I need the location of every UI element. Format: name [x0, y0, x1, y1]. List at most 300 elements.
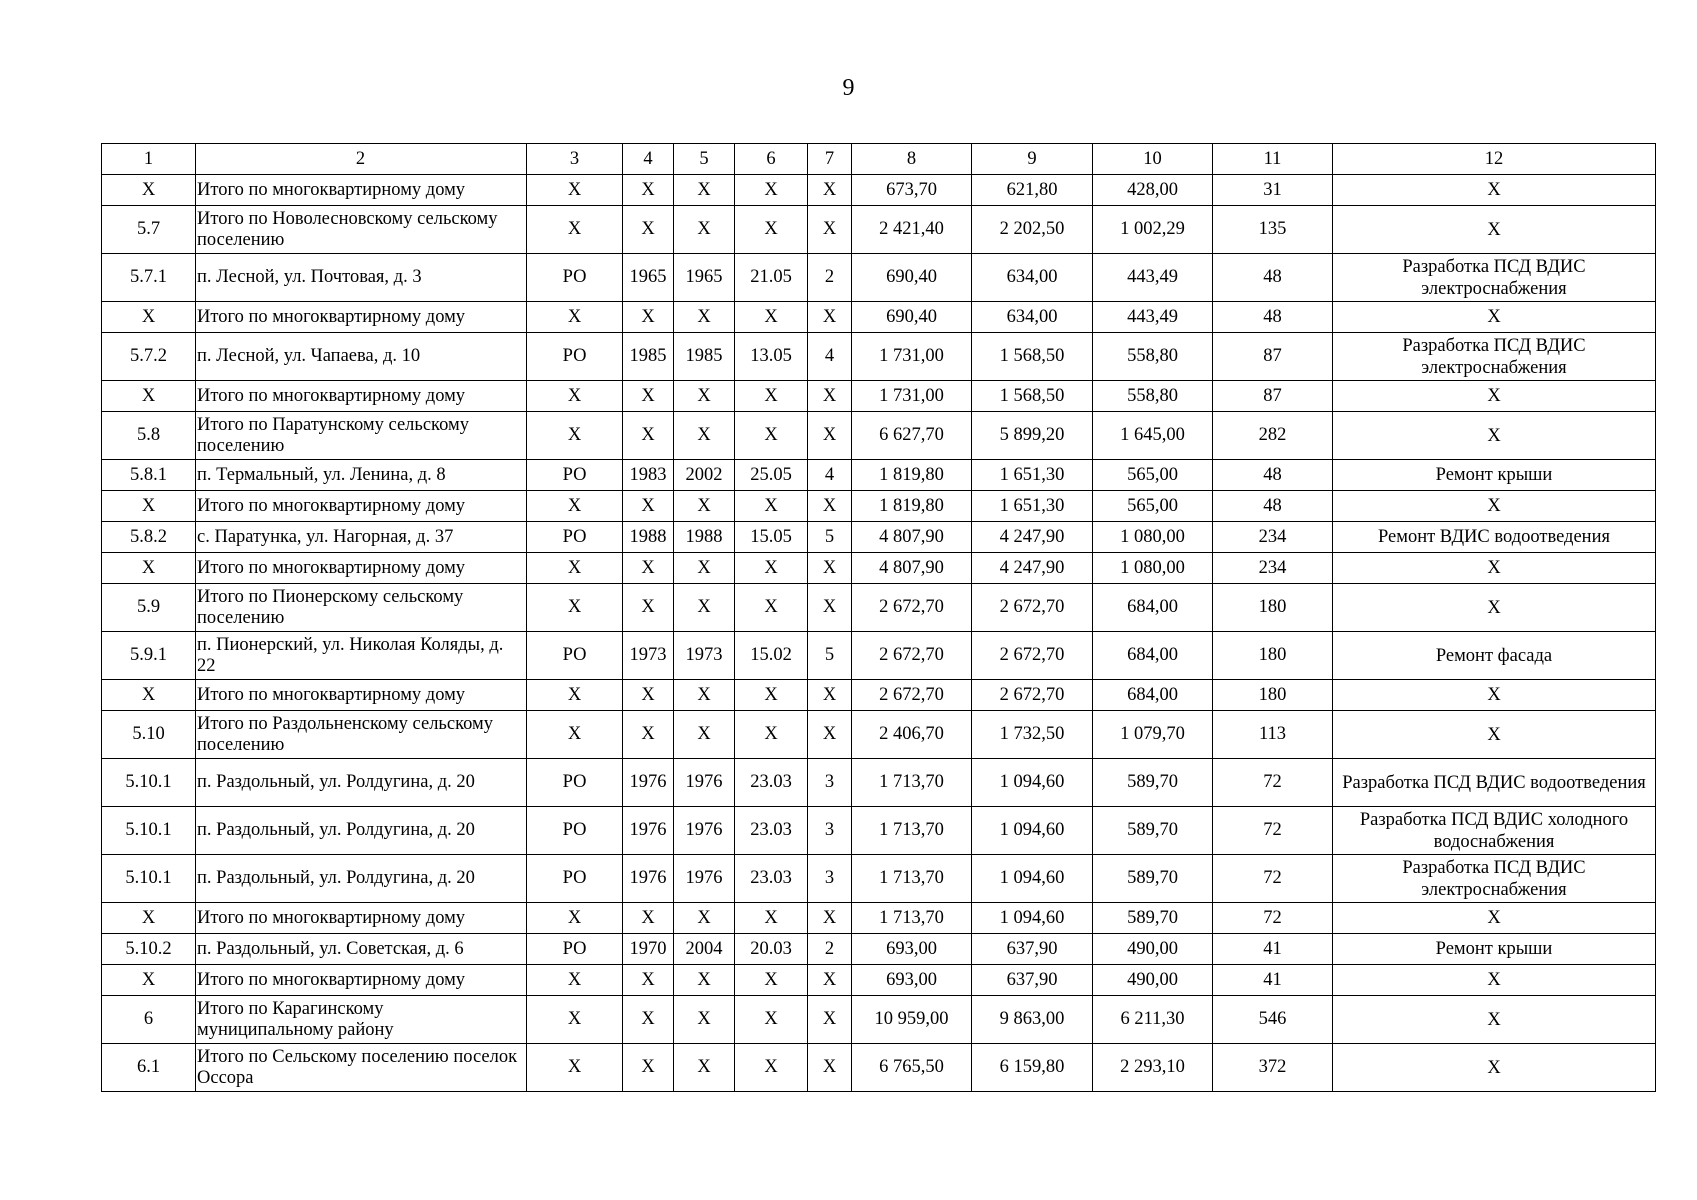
table-row	[102, 206, 1656, 254]
table-cell: п. Раздольный, ул. Ролдугина, д. 20	[196, 807, 527, 855]
table-cell: 2 202,50	[972, 206, 1093, 254]
table-cell: 5.10.1	[102, 855, 196, 903]
table-cell: Итого по Пионерскому сельскому поселению	[196, 584, 527, 632]
table-cell: Х	[808, 206, 852, 254]
table-cell: 72	[1213, 903, 1333, 934]
table-cell: 1973	[623, 632, 674, 680]
table-cell: Х	[674, 584, 735, 632]
table-cell: 180	[1213, 680, 1333, 711]
table-row	[102, 522, 1656, 553]
table-cell: 1 645,00	[1093, 412, 1213, 460]
table-cell: Х	[102, 302, 196, 333]
table-cell: 23.03	[735, 807, 808, 855]
table-row	[102, 254, 1656, 302]
table-cell: 443,49	[1093, 254, 1213, 302]
table-cell: 48	[1213, 460, 1333, 491]
table-cell: 673,70	[852, 175, 972, 206]
table-cell: 135	[1213, 206, 1333, 254]
table-cell: 87	[1213, 381, 1333, 412]
table-cell: Х	[735, 206, 808, 254]
table-cell: Х	[623, 381, 674, 412]
table-cell: Х	[527, 175, 623, 206]
table-cell: 180	[1213, 584, 1333, 632]
table-cell: 634,00	[972, 302, 1093, 333]
table-cell: Итого по многоквартирному дому	[196, 302, 527, 333]
table-cell: 5.8.2	[102, 522, 196, 553]
table-row	[102, 175, 1656, 206]
table-row	[102, 680, 1656, 711]
table-cell: 2 672,70	[852, 680, 972, 711]
table-row	[102, 553, 1656, 584]
table-cell: Х	[808, 584, 852, 632]
table-cell: Х	[735, 302, 808, 333]
table-cell: Х	[623, 302, 674, 333]
table-cell: Х	[674, 996, 735, 1044]
table-cell: Х	[674, 206, 735, 254]
header-cell: 11	[1213, 144, 1333, 175]
table-cell: 1988	[623, 522, 674, 553]
table-cell: Х	[527, 412, 623, 460]
table-cell: Х	[674, 1044, 735, 1092]
table-cell: Х	[808, 381, 852, 412]
table-cell: 5.7.2	[102, 333, 196, 381]
table-cell: РО	[527, 632, 623, 680]
table-cell: Х	[735, 996, 808, 1044]
table-cell: Х	[623, 491, 674, 522]
table-cell: Х	[1333, 996, 1656, 1044]
table-row	[102, 460, 1656, 491]
table-row	[102, 807, 1656, 855]
table-cell: Х	[808, 553, 852, 584]
table-cell: Х	[102, 553, 196, 584]
table-cell: 1 732,50	[972, 711, 1093, 759]
table-cell: 684,00	[1093, 680, 1213, 711]
table-cell: 5.10.1	[102, 807, 196, 855]
data-table	[101, 143, 1656, 1092]
table-cell: 2002	[674, 460, 735, 491]
table-cell: Х	[527, 903, 623, 934]
table-cell: Х	[735, 680, 808, 711]
table-cell: Х	[1333, 711, 1656, 759]
table-row	[102, 584, 1656, 632]
table-cell: Х	[674, 680, 735, 711]
table-cell: Разработка ПСД ВДИС водоотведения	[1333, 759, 1656, 807]
page-number: 9	[842, 75, 855, 101]
table-cell: 490,00	[1093, 934, 1213, 965]
table-cell: Итого по Карагинскому муниципальному району	[196, 996, 527, 1044]
table-cell: 5 899,20	[972, 412, 1093, 460]
table-cell: Х	[735, 381, 808, 412]
table-cell: Х	[102, 175, 196, 206]
table-cell: 5	[808, 632, 852, 680]
table-cell: 5.7	[102, 206, 196, 254]
table-cell: 21.05	[735, 254, 808, 302]
table-row	[102, 996, 1656, 1044]
table-cell: с. Паратунка, ул. Нагорная, д. 37	[196, 522, 527, 553]
table-cell: 1 568,50	[972, 381, 1093, 412]
table-cell: 1973	[674, 632, 735, 680]
table-cell: 589,70	[1093, 855, 1213, 903]
table-cell: 1 819,80	[852, 491, 972, 522]
table-cell: 490,00	[1093, 965, 1213, 996]
table-cell: Х	[735, 711, 808, 759]
table-cell: 2	[808, 934, 852, 965]
table-row	[102, 1044, 1656, 1092]
table-cell: 5.8.1	[102, 460, 196, 491]
table-cell: Х	[735, 1044, 808, 1092]
table-cell: 1 080,00	[1093, 522, 1213, 553]
table-cell: Итого по Раздольненскому сельскому поселению	[196, 711, 527, 759]
table-cell: Х	[527, 996, 623, 1044]
table-cell: Х	[808, 965, 852, 996]
table-cell: 5.10.2	[102, 934, 196, 965]
table-cell: Х	[527, 302, 623, 333]
table-cell: Х	[674, 412, 735, 460]
table-cell: 589,70	[1093, 759, 1213, 807]
table-cell: Х	[102, 903, 196, 934]
table-cell: 10 959,00	[852, 996, 972, 1044]
table-cell: 2 293,10	[1093, 1044, 1213, 1092]
table-cell: Х	[1333, 175, 1656, 206]
table-cell: 1 094,60	[972, 807, 1093, 855]
table-cell: Х	[735, 491, 808, 522]
table-cell: Х	[623, 965, 674, 996]
table-cell: Разработка ПСД ВДИС электроснабжения	[1333, 855, 1656, 903]
table-cell: РО	[527, 254, 623, 302]
table-cell: 637,90	[972, 934, 1093, 965]
table-cell: 443,49	[1093, 302, 1213, 333]
table-cell: Итого по многоквартирному дому	[196, 903, 527, 934]
table-row	[102, 632, 1656, 680]
table-cell: Х	[527, 206, 623, 254]
table-cell: 15.02	[735, 632, 808, 680]
header-cell: 3	[527, 144, 623, 175]
table-cell: 234	[1213, 553, 1333, 584]
table-cell: Х	[527, 491, 623, 522]
table-cell: 5.10.1	[102, 759, 196, 807]
table-cell: 1 094,60	[972, 759, 1093, 807]
table-cell: Разработка ПСД ВДИС электроснабжения	[1333, 254, 1656, 302]
table-cell: 1965	[674, 254, 735, 302]
header-cell: 7	[808, 144, 852, 175]
table-cell: 1988	[674, 522, 735, 553]
table-cell: п. Термальный, ул. Ленина, д. 8	[196, 460, 527, 491]
table-cell: 31	[1213, 175, 1333, 206]
header-cell: 10	[1093, 144, 1213, 175]
table-cell: Х	[674, 903, 735, 934]
table-cell: 1 651,30	[972, 491, 1093, 522]
table-cell: РО	[527, 522, 623, 553]
table-cell: 4	[808, 333, 852, 381]
table-cell: 4 247,90	[972, 522, 1093, 553]
table-cell: 48	[1213, 302, 1333, 333]
table-cell: Х	[1333, 680, 1656, 711]
table-cell: Итого по многоквартирному дому	[196, 965, 527, 996]
table-row	[102, 491, 1656, 522]
table-cell: 23.03	[735, 855, 808, 903]
table-cell: Х	[735, 175, 808, 206]
table-cell: 1976	[623, 759, 674, 807]
table-cell: РО	[527, 855, 623, 903]
table-cell: 1 002,29	[1093, 206, 1213, 254]
table-cell: 1965	[623, 254, 674, 302]
table-row	[102, 855, 1656, 903]
table-cell: Итого по многоквартирному дому	[196, 553, 527, 584]
table-cell: 2 421,40	[852, 206, 972, 254]
table-cell: 546	[1213, 996, 1333, 1044]
header-cell: 5	[674, 144, 735, 175]
table-cell: РО	[527, 759, 623, 807]
table-cell: 48	[1213, 254, 1333, 302]
table-cell: 4 807,90	[852, 553, 972, 584]
table-cell: 589,70	[1093, 903, 1213, 934]
table-cell: Х	[674, 965, 735, 996]
table-cell: 1976	[674, 759, 735, 807]
table-cell: Разработка ПСД ВДИС холодного водоснабжения	[1333, 807, 1656, 855]
table-cell: 1976	[674, 807, 735, 855]
table-cell: 4	[808, 460, 852, 491]
table-cell: п. Раздольный, ул. Ролдугина, д. 20	[196, 855, 527, 903]
table-cell: 693,00	[852, 934, 972, 965]
table-cell: 6 765,50	[852, 1044, 972, 1092]
table-cell: Х	[623, 996, 674, 1044]
table-cell: Итого по многоквартирному дому	[196, 175, 527, 206]
table-cell: 5.7.1	[102, 254, 196, 302]
table-cell: Х	[1333, 302, 1656, 333]
table-cell: Х	[527, 584, 623, 632]
table-cell: 72	[1213, 855, 1333, 903]
table-cell: 1976	[623, 807, 674, 855]
table-cell: Х	[527, 965, 623, 996]
table-cell: Х	[1333, 491, 1656, 522]
table-cell: 9 863,00	[972, 996, 1093, 1044]
table-cell: 2 672,70	[972, 632, 1093, 680]
table-row	[102, 333, 1656, 381]
table-cell: 6 159,80	[972, 1044, 1093, 1092]
table-cell: Х	[1333, 584, 1656, 632]
table-cell: 282	[1213, 412, 1333, 460]
table-cell: Х	[1333, 412, 1656, 460]
table-cell: Х	[808, 412, 852, 460]
table-cell: 1 651,30	[972, 460, 1093, 491]
table-row	[102, 903, 1656, 934]
table-cell: 5.9.1	[102, 632, 196, 680]
table-cell: Х	[527, 381, 623, 412]
table-cell: Х	[623, 584, 674, 632]
table-cell: 87	[1213, 333, 1333, 381]
table-cell: 6 627,70	[852, 412, 972, 460]
table-cell: Х	[102, 381, 196, 412]
table-cell: 6.1	[102, 1044, 196, 1092]
table-cell: Х	[1333, 553, 1656, 584]
table-cell: Разработка ПСД ВДИС электроснабжения	[1333, 333, 1656, 381]
table-cell: 48	[1213, 491, 1333, 522]
table-cell: 180	[1213, 632, 1333, 680]
table-cell: Х	[674, 491, 735, 522]
table-cell: Х	[674, 381, 735, 412]
table-cell: 2 406,70	[852, 711, 972, 759]
table-cell: Х	[623, 1044, 674, 1092]
table-cell: РО	[527, 934, 623, 965]
table-cell: 2 672,70	[852, 584, 972, 632]
table-cell: Х	[735, 965, 808, 996]
table-cell: Х	[102, 491, 196, 522]
table-cell: Х	[808, 175, 852, 206]
table-cell: Х	[527, 553, 623, 584]
table-cell: п. Пионерский, ул. Николая Коляды, д. 22	[196, 632, 527, 680]
table-cell: 637,90	[972, 965, 1093, 996]
table-cell: Х	[808, 491, 852, 522]
table-cell: Х	[674, 711, 735, 759]
table-cell: 2	[808, 254, 852, 302]
table-cell: 1983	[623, 460, 674, 491]
table-cell: 113	[1213, 711, 1333, 759]
table-cell: 15.05	[735, 522, 808, 553]
table-cell: Х	[623, 175, 674, 206]
table-cell: 234	[1213, 522, 1333, 553]
table-cell: Х	[623, 412, 674, 460]
table-header-row	[102, 144, 1656, 175]
table-cell: 5.8	[102, 412, 196, 460]
table-cell: 5.9	[102, 584, 196, 632]
table-cell: Ремонт крыши	[1333, 934, 1656, 965]
table-cell: 1 094,60	[972, 855, 1093, 903]
table-row	[102, 934, 1656, 965]
table-cell: 634,00	[972, 254, 1093, 302]
table-cell: п. Раздольный, ул. Советская, д. 6	[196, 934, 527, 965]
table-cell: 1 731,00	[852, 381, 972, 412]
table-cell: Х	[1333, 381, 1656, 412]
table-cell: 2004	[674, 934, 735, 965]
table-cell: Ремонт фасада	[1333, 632, 1656, 680]
table-cell: п. Раздольный, ул. Ролдугина, д. 20	[196, 759, 527, 807]
table-cell: Х	[623, 903, 674, 934]
table-cell: 589,70	[1093, 807, 1213, 855]
table-cell: Х	[102, 965, 196, 996]
table-cell: 1 094,60	[972, 903, 1093, 934]
table-row	[102, 412, 1656, 460]
header-cell: 12	[1333, 144, 1656, 175]
table-row	[102, 302, 1656, 333]
table-cell: 3	[808, 807, 852, 855]
table-cell: 565,00	[1093, 491, 1213, 522]
table-cell: 684,00	[1093, 632, 1213, 680]
table-cell: 1976	[623, 855, 674, 903]
table-cell: Х	[102, 680, 196, 711]
table-cell: 4 247,90	[972, 553, 1093, 584]
table-cell: Х	[1333, 903, 1656, 934]
table-cell: Х	[808, 680, 852, 711]
header-cell: 4	[623, 144, 674, 175]
table-cell: 1 079,70	[1093, 711, 1213, 759]
table-cell: 6 211,30	[1093, 996, 1213, 1044]
table-cell: Х	[1333, 1044, 1656, 1092]
table-row	[102, 965, 1656, 996]
table-cell: 684,00	[1093, 584, 1213, 632]
table-cell: Х	[808, 996, 852, 1044]
table-cell: 1 713,70	[852, 903, 972, 934]
table-cell: Х	[808, 302, 852, 333]
table-cell: 690,40	[852, 254, 972, 302]
table-cell: 1 819,80	[852, 460, 972, 491]
table-cell: 23.03	[735, 759, 808, 807]
table-cell: 1976	[674, 855, 735, 903]
table-cell: 25.05	[735, 460, 808, 491]
table-cell: 6	[102, 996, 196, 1044]
table-row	[102, 711, 1656, 759]
table-cell: Х	[674, 553, 735, 584]
table-cell: Х	[527, 711, 623, 759]
table-cell: 621,80	[972, 175, 1093, 206]
table-cell: 558,80	[1093, 333, 1213, 381]
table-cell: 1 568,50	[972, 333, 1093, 381]
table-cell: Х	[623, 680, 674, 711]
table-cell: 1 713,70	[852, 855, 972, 903]
table-cell: РО	[527, 333, 623, 381]
table-cell: 693,00	[852, 965, 972, 996]
header-cell: 2	[196, 144, 527, 175]
table-cell: Х	[1333, 206, 1656, 254]
table-cell: 1 731,00	[852, 333, 972, 381]
table-cell: Х	[735, 584, 808, 632]
table-cell: 72	[1213, 807, 1333, 855]
table-cell: Х	[674, 302, 735, 333]
table-cell: 372	[1213, 1044, 1333, 1092]
table-cell: Итого по Паратунскому сельскому поселению	[196, 412, 527, 460]
table-cell: Х	[674, 175, 735, 206]
table-cell: Ремонт крыши	[1333, 460, 1656, 491]
table-cell: 690,40	[852, 302, 972, 333]
table-cell: 1985	[623, 333, 674, 381]
table-cell: 1 080,00	[1093, 553, 1213, 584]
table-row	[102, 381, 1656, 412]
header-cell: 1	[102, 144, 196, 175]
table-cell: Х	[735, 553, 808, 584]
table-cell: 41	[1213, 934, 1333, 965]
table-cell: Х	[527, 1044, 623, 1092]
header-cell: 8	[852, 144, 972, 175]
table-cell: Х	[735, 412, 808, 460]
table-cell: Х	[623, 553, 674, 584]
table-cell: 13.05	[735, 333, 808, 381]
header-cell: 6	[735, 144, 808, 175]
table-cell: Итого по Новолесновскому сельскому поселению	[196, 206, 527, 254]
table-cell: РО	[527, 807, 623, 855]
table-cell: Х	[1333, 965, 1656, 996]
table-cell: 2 672,70	[972, 584, 1093, 632]
table-cell: 1970	[623, 934, 674, 965]
table-cell: 1985	[674, 333, 735, 381]
table-cell: 565,00	[1093, 460, 1213, 491]
table-cell: Х	[808, 711, 852, 759]
table-cell: п. Лесной, ул. Чапаева, д. 10	[196, 333, 527, 381]
table-cell: Х	[808, 1044, 852, 1092]
table-cell: 72	[1213, 759, 1333, 807]
table-cell: Х	[623, 206, 674, 254]
table-cell: 1 713,70	[852, 759, 972, 807]
table-cell: 3	[808, 759, 852, 807]
table-cell: РО	[527, 460, 623, 491]
table-cell: Ремонт ВДИС водоотведения	[1333, 522, 1656, 553]
table-cell: 3	[808, 855, 852, 903]
table-cell: 1 713,70	[852, 807, 972, 855]
table-cell: 20.03	[735, 934, 808, 965]
table-cell: 5	[808, 522, 852, 553]
table-cell: Х	[527, 680, 623, 711]
table-cell: Итого по Сельскому поселению поселок Оссора	[196, 1044, 527, 1092]
header-cell: 9	[972, 144, 1093, 175]
table-cell: Итого по многоквартирному дому	[196, 680, 527, 711]
